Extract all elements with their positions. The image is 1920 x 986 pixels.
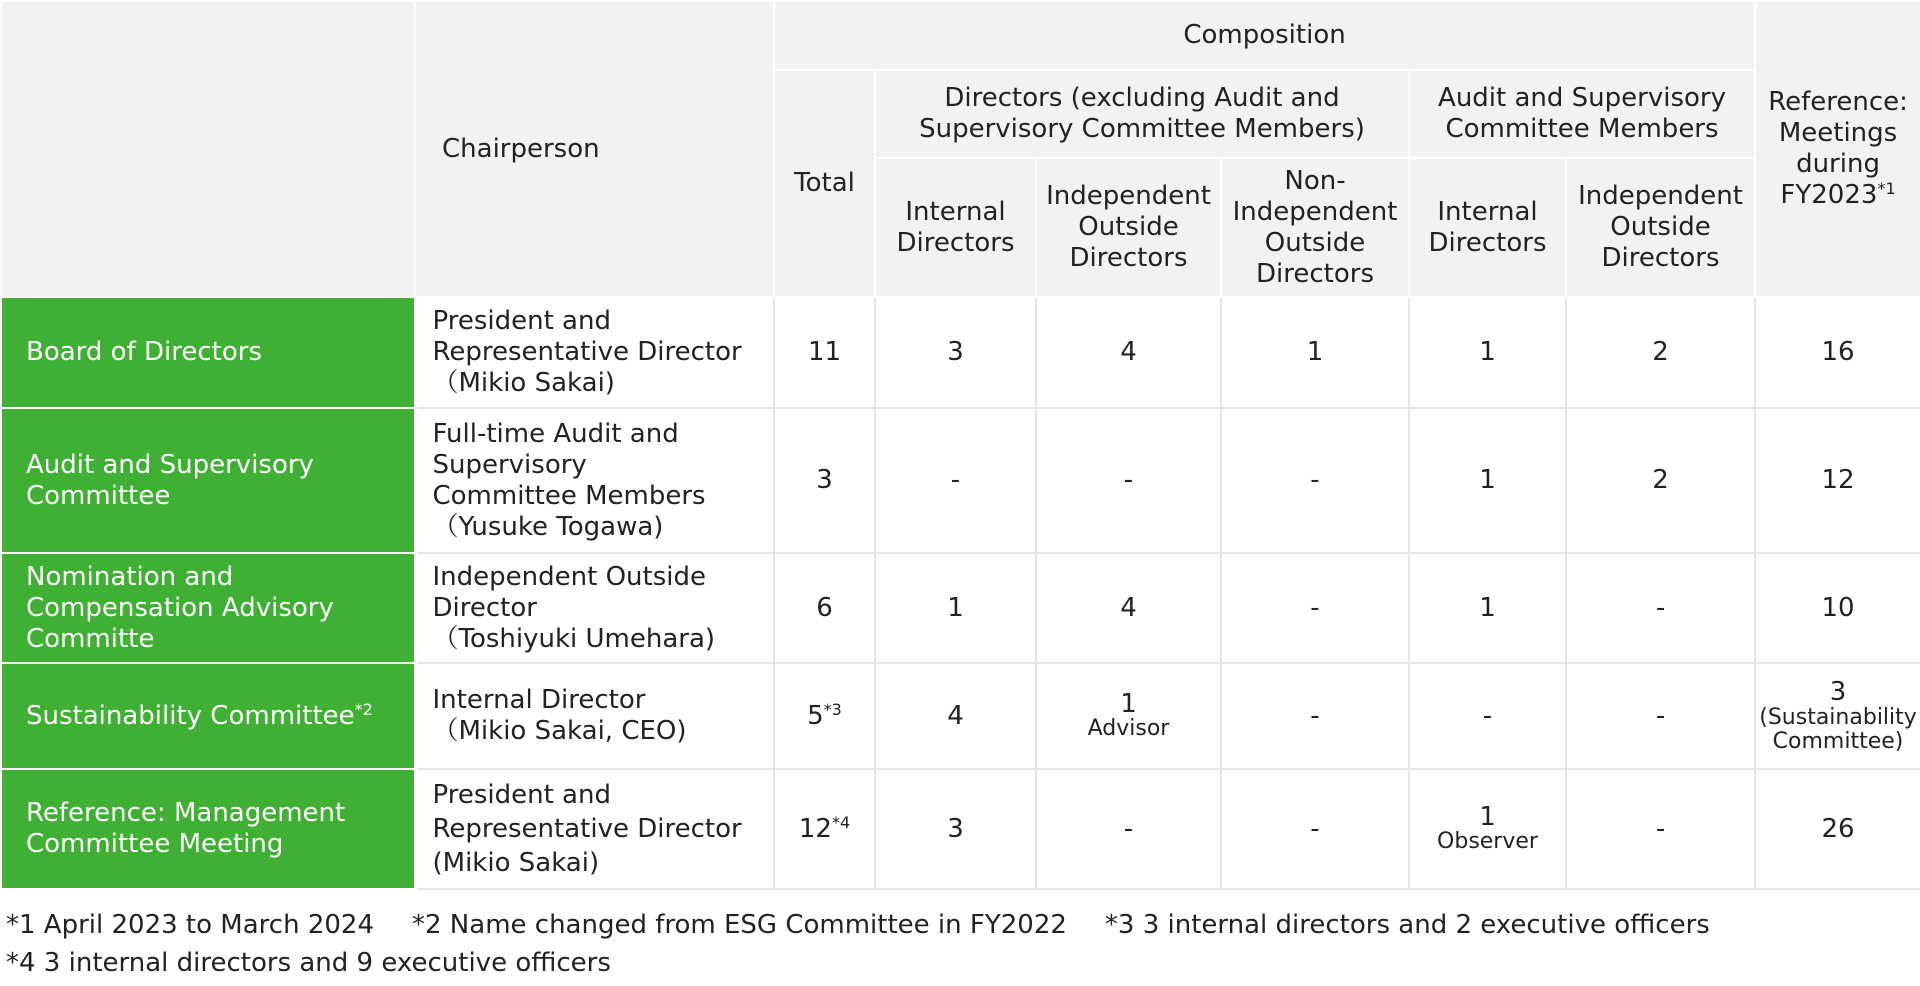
dir-independent-note: Advisor xyxy=(1087,716,1170,741)
dir-internal-cell xyxy=(875,553,1036,663)
row-label: Reference: Management Committee Meeting xyxy=(26,798,346,859)
dir-internal-cell xyxy=(875,408,1036,553)
meetings-cell xyxy=(1755,553,1920,663)
composition-header xyxy=(774,1,1755,70)
table-row-sustainability xyxy=(1,663,1920,769)
chair-cell xyxy=(415,553,774,663)
aud-independent-cell xyxy=(1566,663,1755,769)
meetings-cell xyxy=(1755,769,1920,889)
total-cell xyxy=(774,663,875,769)
chair-text: Internal Director （Mikio Sakai, CEO) xyxy=(432,685,687,746)
footnote-4: *4 3 internal directors and 9 executive officers xyxy=(6,948,611,978)
table-row-board xyxy=(1,297,1920,408)
dir-independent-value: 4 xyxy=(1120,592,1137,623)
chair-cell xyxy=(415,408,774,553)
aud-independent-cell xyxy=(1566,297,1755,408)
aud-internal-value: - xyxy=(1482,700,1493,731)
composition-header-label: Composition xyxy=(1183,20,1346,50)
aud-independent-value: 2 xyxy=(1652,337,1669,367)
chair-cell xyxy=(415,769,774,889)
aud-internal-cell xyxy=(1409,297,1566,408)
meetings-cell xyxy=(1755,408,1920,553)
dir-nonindependent-cell xyxy=(1221,663,1409,769)
header-row-1 xyxy=(1,1,1920,70)
total-cell xyxy=(774,408,875,553)
chair-cell xyxy=(415,297,774,408)
total-footnote-mark: *3 xyxy=(823,699,842,719)
dir-independent-value: 4 xyxy=(1120,337,1137,367)
row-label: Nomination and Compensation Advisory Committe xyxy=(26,561,334,654)
dir-nonindependent-cell xyxy=(1221,553,1409,663)
aud-internal-note: Observer xyxy=(1437,829,1538,854)
total-footnote-mark: *4 xyxy=(831,812,851,832)
aud-internal-cell xyxy=(1409,553,1566,663)
aud-internal-value: 1 xyxy=(1479,592,1496,623)
footnote-2: *2 Name changed from ESG Committee in FY2022 xyxy=(412,910,1067,940)
aud-independent-header xyxy=(1566,158,1755,297)
reference-meetings-footnote-mark: *1 xyxy=(1877,179,1896,198)
chair-text: President and Representative Director (Mikio Sakai) xyxy=(432,780,742,878)
audit-group-header xyxy=(1409,70,1755,158)
footnote-1: *1 April 2023 to March 2024 xyxy=(6,910,374,940)
directors-group-header xyxy=(875,70,1409,158)
total-header xyxy=(774,70,875,297)
meetings-value: 16 xyxy=(1821,337,1855,367)
corner-header-cell xyxy=(1,1,415,297)
aud-independent-value: - xyxy=(1655,700,1666,731)
dir-nonindependent-label: Non- Independent Outside Directors xyxy=(1232,165,1398,289)
audit-group-label: Audit and Supervisory Committee Members xyxy=(1438,83,1726,144)
dir-independent-value: 1 xyxy=(1120,689,1137,719)
table-row-management xyxy=(1,769,1920,889)
footnotes-line-1 xyxy=(6,906,1710,944)
dir-nonindependent-value: - xyxy=(1310,465,1320,495)
meetings-cell xyxy=(1755,297,1920,408)
chairperson-header xyxy=(415,1,774,297)
aud-independent-label: Independent Outside Directors xyxy=(1578,181,1743,273)
total-cell xyxy=(774,297,875,408)
aud-independent-value: - xyxy=(1655,813,1666,844)
aud-internal-label: Internal Directors xyxy=(1428,196,1547,258)
row-label-cell xyxy=(1,663,415,769)
dir-nonindependent-value: - xyxy=(1310,700,1320,731)
meetings-cell xyxy=(1755,663,1920,769)
row-label-cell xyxy=(1,408,415,553)
aud-independent-value: - xyxy=(1655,592,1666,623)
total-cell xyxy=(774,553,875,663)
total-cell xyxy=(774,769,875,889)
meetings-value: 26 xyxy=(1821,813,1855,844)
dir-internal-value: - xyxy=(950,465,961,495)
meetings-value: 3 xyxy=(1829,677,1847,707)
total-value: 5 xyxy=(807,700,824,731)
aud-independent-cell xyxy=(1566,553,1755,663)
dir-internal-value: 3 xyxy=(947,813,964,844)
dir-internal-cell xyxy=(875,663,1036,769)
dir-nonindependent-value: - xyxy=(1310,592,1320,623)
row-label: Board of Directors xyxy=(26,337,262,367)
chair-cell xyxy=(415,663,774,769)
aud-independent-value: 2 xyxy=(1652,465,1669,495)
total-value: 12 xyxy=(798,813,832,844)
aud-independent-cell xyxy=(1566,769,1755,889)
dir-nonindependent-cell xyxy=(1221,408,1409,553)
footnotes-line-2 xyxy=(6,944,1710,982)
aud-internal-header xyxy=(1409,158,1566,297)
total-value: 3 xyxy=(816,465,833,495)
dir-internal-value: 1 xyxy=(947,592,964,623)
aud-independent-cell xyxy=(1566,408,1755,553)
dir-independent-header xyxy=(1036,158,1221,297)
dir-internal-cell xyxy=(875,769,1036,889)
aud-internal-cell xyxy=(1409,663,1566,769)
reference-meetings-text: Reference: Meetings during FY2023 xyxy=(1768,87,1908,210)
meetings-value: 12 xyxy=(1821,465,1855,495)
dir-nonindependent-value: - xyxy=(1310,813,1320,844)
meetings-value: 10 xyxy=(1821,592,1855,623)
total-value: 11 xyxy=(807,337,842,367)
reference-meetings-header xyxy=(1755,1,1920,297)
dir-independent-cell xyxy=(1036,663,1221,769)
dir-independent-label: Independent Outside Directors xyxy=(1046,181,1211,273)
dir-independent-cell xyxy=(1036,408,1221,553)
aud-internal-value: 1 xyxy=(1479,802,1496,832)
directors-group-label: Directors (excluding Audit and Supervisory Committee Members) xyxy=(919,83,1365,144)
row-label-cell xyxy=(1,297,415,408)
footnotes xyxy=(6,906,1710,982)
dir-nonindependent-cell xyxy=(1221,297,1409,408)
chair-text: Full-time Audit and Supervisory Committee Members （Yusuke Togawa) xyxy=(432,418,706,542)
dir-nonindependent-cell xyxy=(1221,769,1409,889)
dir-internal-label: Internal Directors xyxy=(896,196,1015,258)
dir-nonindependent-header xyxy=(1221,158,1409,297)
dir-internal-cell xyxy=(875,297,1036,408)
row-label: Audit and Supervisory Committee xyxy=(26,449,314,511)
aud-internal-cell xyxy=(1409,769,1566,889)
dir-nonindependent-value: 1 xyxy=(1306,337,1324,367)
chairperson-header-label: Chairperson xyxy=(442,133,600,164)
dir-internal-value: 3 xyxy=(947,337,964,367)
row-label-cell xyxy=(1,553,415,663)
dir-independent-value: - xyxy=(1123,465,1134,495)
aud-internal-cell xyxy=(1409,408,1566,553)
total-header-label: Total xyxy=(794,168,855,198)
table-row-audit xyxy=(1,408,1920,553)
dir-independent-value: - xyxy=(1123,813,1134,844)
dir-internal-value: 4 xyxy=(947,700,964,731)
reference-meetings-label xyxy=(1768,87,1908,210)
chair-text: President and Representative Director （Mikio Sakai) xyxy=(432,306,742,398)
aud-internal-value: 1 xyxy=(1479,337,1496,367)
row-label-footnote-mark: *2 xyxy=(354,699,373,719)
chair-text: Independent Outside Director （Toshiyuki Umehara) xyxy=(432,561,716,654)
dir-internal-header xyxy=(875,158,1036,297)
dir-independent-cell xyxy=(1036,769,1221,889)
row-label-cell xyxy=(1,769,415,889)
aud-internal-value: 1 xyxy=(1479,465,1496,495)
row-label: Sustainability Committee xyxy=(26,700,355,731)
meetings-note: (Sustainability Committee) xyxy=(1759,705,1917,754)
total-value: 6 xyxy=(816,592,833,623)
table-row-nomination xyxy=(1,553,1920,663)
footnote-3: *3 3 internal directors and 2 executive officers xyxy=(1104,910,1710,940)
dir-independent-cell xyxy=(1036,553,1221,663)
dir-independent-cell xyxy=(1036,297,1221,408)
